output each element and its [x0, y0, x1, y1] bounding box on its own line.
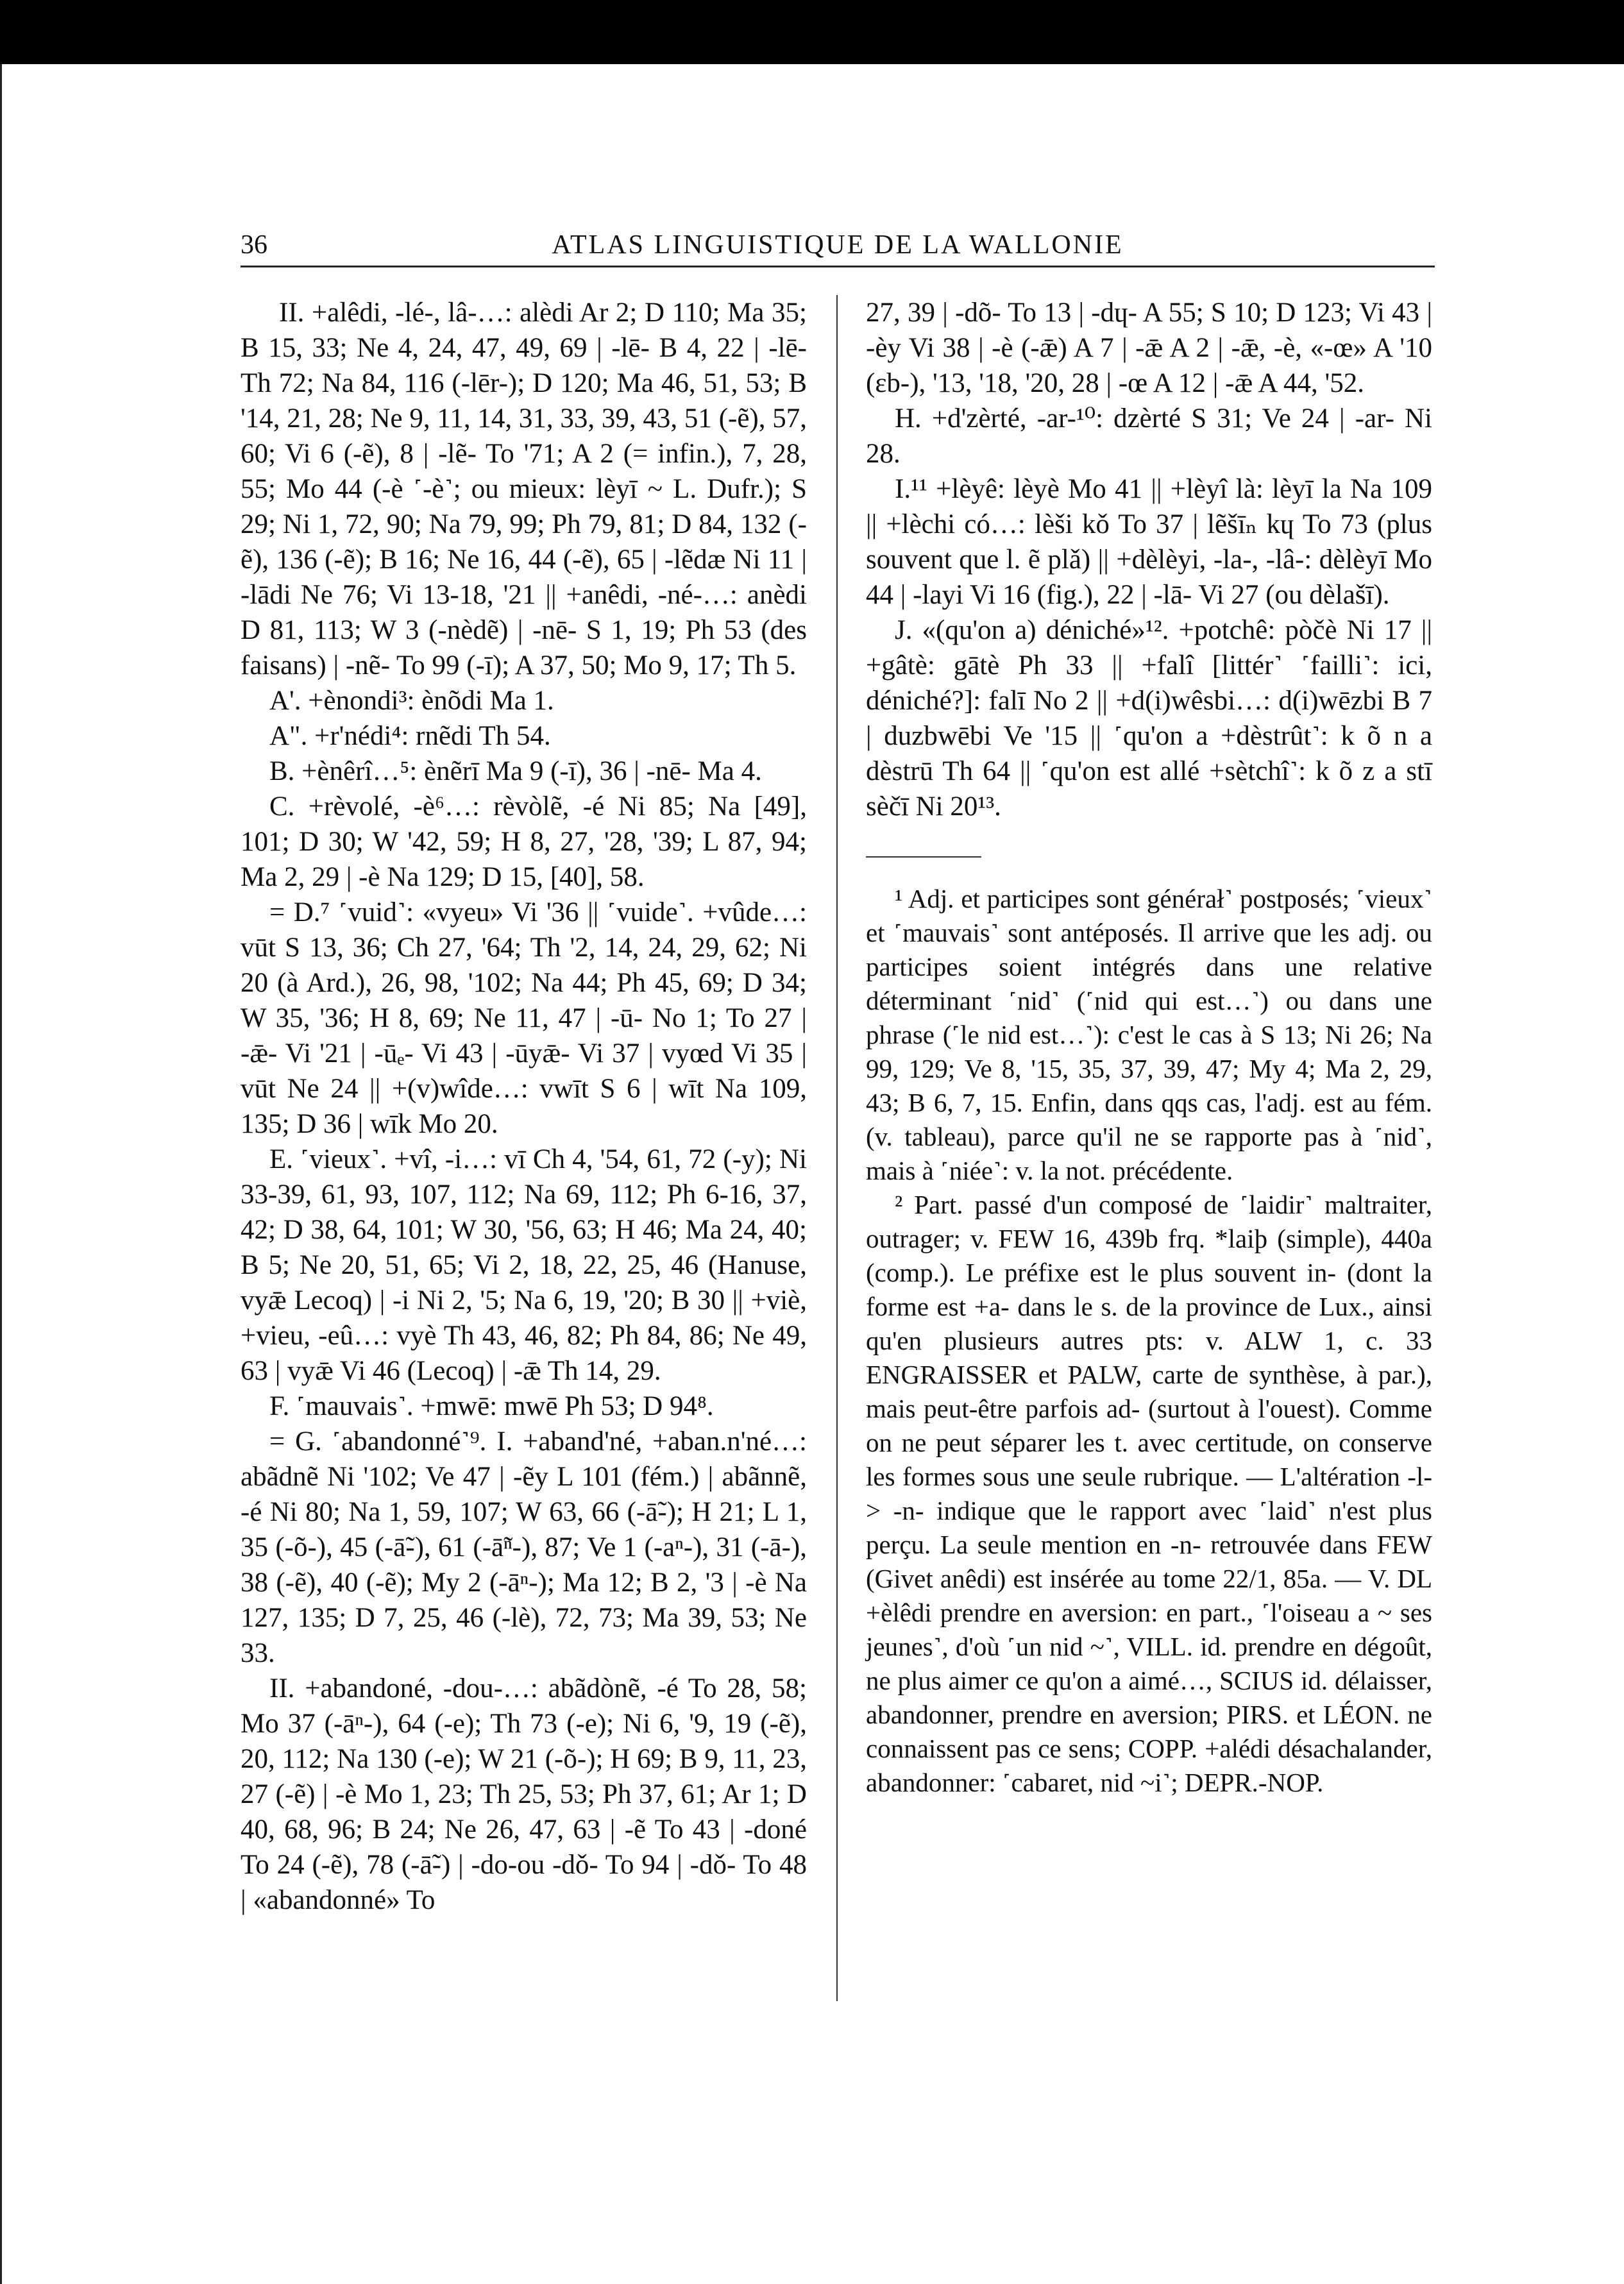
right-column	[866, 295, 1432, 1800]
scan-border-top	[0, 0, 1624, 64]
left-column	[241, 295, 807, 1918]
footnote-2: ² Part. passé d'un composé de ˹laidir˺ maltraiter, outrager; v. FEW 16, 439b frq. *laiþ (simple), 440a (comp.). Le préfixe est le plus souvent in- (dont la forme est +a- dans le s. de la province de Lux., ainsi qu'en plusieurs autres pts: v. ALW 1, c. 33 ENGRAISSER et PALW, carte de synthèse, à par.), mais peut-être parfois ad- (surtout à l'ouest). Comme on ne peut séparer les t. avec certitude, on conserve les formes sous une seule rubrique. — L'altération -l- > -n- indique que le rapport avec ˹laid˺ n'est plus perçu. La seule mention en -n- retrouvée dans FEW (Givet anêdi) est insérée au tome 22/1, 85a. — V. DL +èlêdi prendre en aversion: en part., ˹l'oiseau a ~ ses jeunes˺, d'où ˹un nid ~˺, VILL. id. prendre en dégoût, ne plus aimer ce qu'on a aimé…, SCIUS id. délaisser, abandonner, prendre en aversion; PIRS. et LÉON. ne connaissent pas ce sens; COPP. +alédi désachalander, abandonner: ˹cabaret, nid ~i˺; DEPR.-NOP.	[866, 1190, 1432, 1797]
entry-j: J. «(qu'on a) déniché»¹². +potchê: pòčè Ni 17 || +gâtè: gātè Ph 33 || +falî [littér˺ ˹failli˺: ici, déniché?]: falī No 2 || +d(i)wêsbi…: d(i)wēzbi B 7 | duzbwēbi Ve '15 || ˹qu'on a +dèstrût˺: k õ n a dèstrū Th 64 || ˹qu'on est allé +sètchî˺: k õ z a stī sèčī Ni 20¹³.	[866, 615, 1432, 822]
scan-border-left	[0, 64, 2, 2284]
page	[241, 224, 1435, 2008]
entry-d: = D.⁷ ˹vuid˺: «vyeu» Vi '36 || ˹vuide˺. +vûde…: vūt S 13, 36; Ch 27, '64; Th '2, 14, 24, 29, 62; Ni 20 (à Ard.), 26, 98, '102; Na 44; Ph 45, 69; D 34; W 35, '36; H 8, 69; Ne 11, 47 | -ū- No 1; To 27 | -ǣ- Vi '21 | -ūₑ- Vi 43 | -ūyǣ- Vi 37 | vyœd Vi 35 | vūt Ne 24 || +(v)wîde…: vwīt S 6 | wīt Na 109, 135; D 36 | wīk Mo 20.	[241, 897, 807, 1139]
entry-g: = G. ˹abandonné˺⁹. I. +aband'né, +aban.n'né…: abãdnẽ Ni '102; Ve 47 | -ẽy L 101 (fém.) | abãnnẽ, -é Ni 80; Na 1, 59, 107; W 63, 66 (-ā̃-); H 21; L 1, 35 (-õ-), 45 (-ā̃-), 61 (-ā̃ⁿ-), 87; Ve 1 (-aⁿ-), 31 (-ā-), 38 (-ẽ), 40 (-ẽ); My 2 (-āⁿ-); Ma 12; B 2, '3 | -è Na 127, 135; D 7, 25, 46 (-lè), 72, 73; Ma 39, 53; Ne 33.	[241, 1426, 807, 1668]
footnote-rule	[866, 856, 981, 858]
header-rule	[241, 266, 1435, 267]
entry-a-double-prime: A". +r'nédi⁴: rnẽdi Th 54.	[269, 721, 551, 751]
running-head	[241, 224, 1435, 269]
entry-f: F. ˹mauvais˺. +mwē: mwē Ph 53; D 94⁸.	[269, 1391, 714, 1421]
entry-continuation: 27, 39 | -dõ- To 13 | -dɥ- A 55; S 10; D 123; Vi 43 | -èy Vi 38 | -è (-ǣ) A 7 | -ǣ A 2 | -ǣ, -è, «-œ» A '10 (ɛb-), '13, '18, '20, 28 | -œ A 12 | -ǣ A 44, '52.	[866, 298, 1432, 398]
entry-e: E. ˹vieux˺. +vî, -i…: vī Ch 4, '54, 61, 72 (-y); Ni 33-39, 61, 93, 107, 112; Na 69, 112; Ph 6-16, 37, 42; D 38, 64, 101; W 30, '56, 63; H 46; Ma 24, 40; B 5; Ne 20, 51, 65; Vi 2, 18, 22, 25, 46 (Hanuse, vyǣ Lecoq) | -i Ni 2, '5; Na 6, 19, '20; B 30 || +viè, +vieu, -eû…: vyè Th 43, 46, 82; Ph 84, 86; Ne 49, 63 | vyǣ Vi 46 (Lecoq) | -ǣ Th 14, 29.	[241, 1144, 807, 1386]
entry-g-ii: II. +abandoné, -dou-…: abãdònẽ, -é To 28, 58; Mo 37 (-āⁿ-), 64 (-e); Th 73 (-e); Ni 6, '9, 19 (-ẽ), 20, 112; Na 130 (-e); W 21 (-õ-); H 69; B 9, 11, 23, 27 (-ẽ) | -è Mo 1, 23; Th 25, 53; Ph 37, 61; Ar 1; D 40, 68, 96; B 24; Ne 26, 47, 63 | -ẽ To 43 | -doné To 24 (-ẽ), 78 (-ā̃-) | -do-ou -dǒ- To 94 | -dǒ- To 48 | «abandonné» To	[241, 1673, 807, 1915]
page-number: 36	[241, 230, 267, 260]
running-title: ATLAS LINGUISTIQUE DE LA WALLONIE	[552, 230, 1124, 260]
entry-i: I.¹¹ +lèyê: lèyè Mo 41 || +lèyî là: lèyī la Na 109 || +lèchi có…: lèši kǒ To 37 | lẽšīₙ kɥ To 73 (plus souvent que l. ẽ plǎ) || +dèlèyi, -la-, -lâ-: dèlèyī Mo 44 | -layi Vi 16 (fig.), 22 | -lā- Vi 27 (ou dèlašī).	[866, 474, 1432, 610]
footnote-1: ¹ Adj. et participes sont générał˺ postposés; ˹vieux˺ et ˹mauvais˺ sont antéposés. Il arrive que les adj. ou participes soient intégrés dans une relative déterminant ˹nid˺ (˹nid qui est…˺) ou dans une phrase (˹le nid est…˺): c'est le cas à S 13; Ni 26; Na 99, 129; Ve 8, '15, 35, 37, 39, 47; My 4; Ma 2, 29, 43; B 6, 7, 15. Enfin, dans qqs cas, l'adj. est au fém. (v. tableau), parce qu'il ne se rapporte pas à ˹nid˺, mais à ˹niée˺: v. la not. précédente.	[866, 884, 1432, 1185]
entry-b: B. +ènêrî…⁵: ènẽrī Ma 9 (-ī), 36 | -nē- Ma 4.	[269, 756, 762, 786]
entry-ii-aledi: II. +alêdi, -lé-, lâ-…: alèdi Ar 2; D 110; Ma 35; B 15, 33; Ne 4, 24, 47, 49, 69 | -lē- B 4, 22 | -lē- Th 72; Na 84, 116 (-lēr-); D 120; Ma 46, 51, 53; B '14, 21, 28; Ne 9, 11, 14, 31, 33, 39, 43, 51 (-ẽ), 57, 60; Vi 6 (-ẽ), 8 | -lẽ- To '71; A 2 (= infin.), 7, 28, 55; Mo 44 (-è ˹-è˺; ou mieux: lèyī ~ L. Dufr.); S 29; Ni 1, 72, 90; Na 79, 99; Ph 79, 81; D 84, 132 (-ẽ), 136 (-ẽ); B 16; Ne 16, 44 (-ẽ), 65 | -lẽdæ Ni 11 | -lādi Ne 76; Vi 13-18, '21 || +anêdi, -né-…: anèdi D 81, 113; W 3 (-nèdẽ) | -nē- S 1, 19; Ph 53 (des faisans) | -nẽ- To 99 (-ī); A 37, 50; Mo 9, 17; Th 5.	[241, 298, 807, 681]
column-divider	[836, 295, 838, 2001]
entry-h: H. +d'zèrté, -ar-¹⁰: dzèrté S 31; Ve 24 | -ar- Ni 28.	[866, 403, 1432, 469]
entry-a-prime: A'. +ènondi³: ènõdi Ma 1.	[269, 686, 554, 716]
entry-c: C. +rèvolé, -è⁶…: rèvòlẽ, -é Ni 85; Na [49], 101; D 30; W '42, 59; H 8, 27, '28, '39; L 87, 94; Ma 2, 29 | -è Na 129; D 15, [40], 58.	[241, 791, 807, 892]
